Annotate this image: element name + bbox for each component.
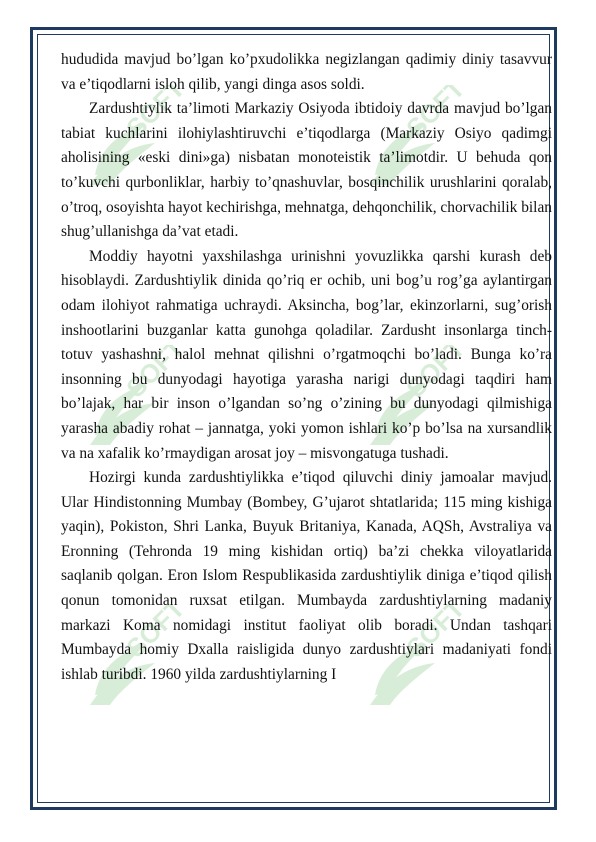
paragraph-3: Moddiy hayotni yaxshilashga urinishni yovuzlikka qarshi kurash deb hisoblaydi. Zardushtiylik dinida qo’riq er ochib, uni bog’u rog’ga aylantirgan odam ilohiyot rahmatiga uchraydi. Aksincha, bog’lar, ekinzorlarni, sug’orish inshootlarini buzganlar katta gunohga qoladilar. Zardusht insonlarga tinch-totuv yashashni, halol mehnat qilishni o’rgatmoqchi bo’ladi. Bunga ko’ra insonning bu dunyodagi hayotiga yarasha narigi dunyodagi taqdiri ham bo’lajak, har bir inson o’lgandan so’ng o’zining bu dunyodagi qilmishiga yarasha abadiy rohat – jannatga, yoki yomon ishlari ko’p bo’lsa na xursandlik va na xafalik ko’rmaydigan arosat joy – misvongatuga tushadi.: [61, 247, 552, 462]
svg-text:SOFT: SOFT: [400, 85, 470, 144]
svg-text:SOFT: SOFT: [400, 605, 470, 664]
svg-text:SOFT: SOFT: [120, 345, 190, 404]
svg-text:SOFT: SOFT: [400, 345, 470, 404]
svg-text:SOFT: SOFT: [120, 605, 190, 664]
paragraph-4: Hozirgi kunda zardushtiylikka e’tiqod qiluvchi diniy jamoalar mavjud. Ular Hindistonning Mumbay (Bombey, G’ujarot shtatlarida; 115 ming kishiga yaqin), Pokiston, Shri Lanka, Buyuk Britaniya, Kanada, AQSh, Avstraliya va Eronning (Tehronda 19 ming kishidan ortiq) ba’zi chekka viloyatlarida saqlanib qolgan. Eron Islom Respublikasida zardushtiylik diniga e’tiqod qilish qonun tomonidan ruxsat etilgan. Mumbayda zardushtiylarning madaniy markazi Koma nomidagi institut faoliyat olib boradi. Undan tashqari Mumbayda homiy Dxalla raisligida dunyo zardushtiylari madaniyati fondi ishlab turibdi. 1960 yilda zardushtiylarning I: [61, 469, 552, 683]
svg-text:SOFT: SOFT: [120, 85, 190, 144]
document-body: [61, 48, 552, 687]
paragraph-2: Zardushtiylik ta’limoti Markaziy Osiyoda ibtidoiy davrda mavjud bo’lgan tabiat kuchlarini ilohiylashtiruvchi e’tiqodlarga (Markaziy Osiyo qadimgi aholisining «eski dini»ga) nisbatan monoteistik ta’limotdir. U behuda qon to’kuvchi qurbonliklar, harbiy to’qnashuvlar, bosqinchilik urushlarini qoralab, o’troq, osoyishta hayot kechirishga, mehnatga, dehqonchilik, chorvachilik bilan shug’ullanishga da’vat etadi.: [61, 100, 552, 241]
paragraph-1: hududida mavjud bo’lgan ko’pxudolikka negizlangan qadimiy diniy tasavvur va e’tiqodlarni isloh qilib, yangi dinga asos soldi.: [61, 51, 552, 93]
